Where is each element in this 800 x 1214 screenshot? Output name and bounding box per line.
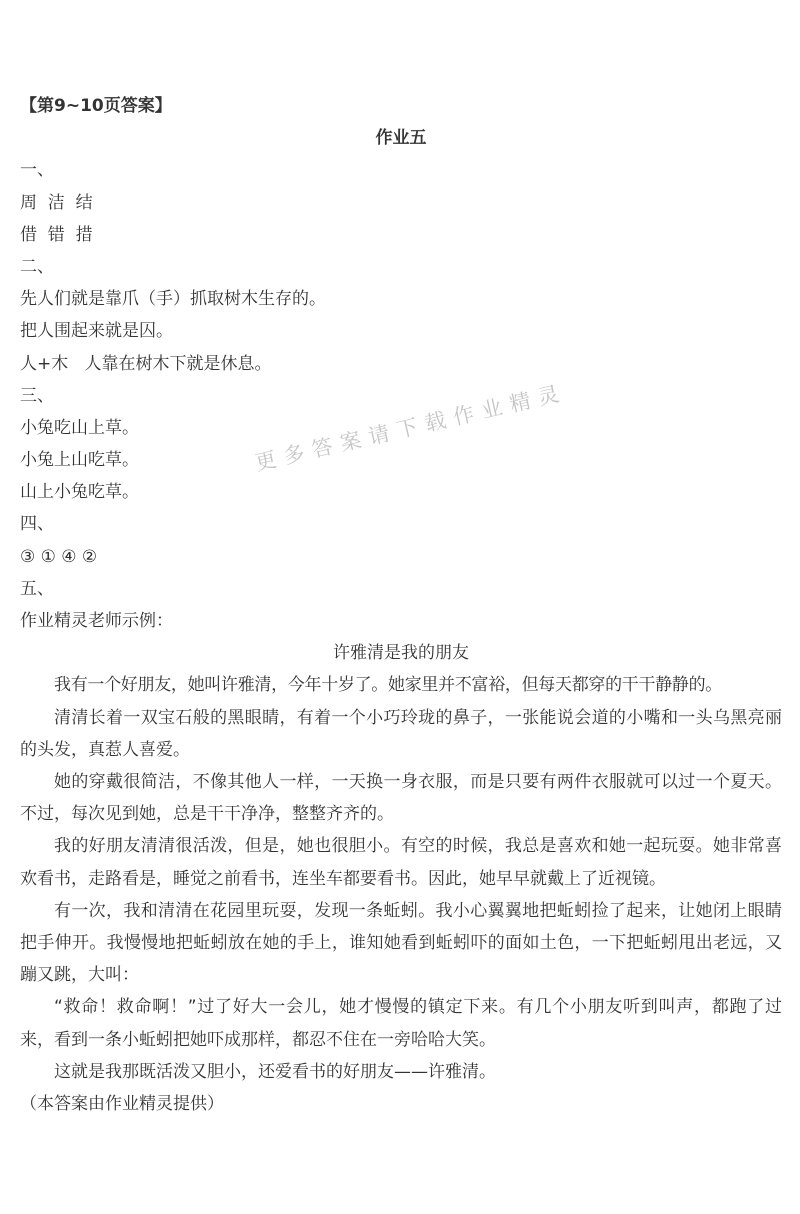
section-5-intro: 作业精灵老师示例： xyxy=(20,611,173,631)
watermark-text: 更多答案请下载作业精灵 xyxy=(252,380,570,476)
section-3-line-1: 小兔吃山上草。 xyxy=(20,417,139,438)
section-2-line-1: 先人们就是靠爪（手）抓取树木生存的。 xyxy=(20,289,326,310)
section-3-line-3: 山上小兔吃草。 xyxy=(20,482,139,503)
section-4-label: 四、 xyxy=(20,514,54,535)
essay-paragraph-1: 我有一个好朋友，她叫许雅清，今年十岁了。她家里并不富裕，但每天都穿的干干静静的。 xyxy=(54,675,722,696)
section-4-answer: ③ ① ④ ② xyxy=(20,546,98,567)
section-1-label: 一、 xyxy=(20,160,54,181)
section-5-label: 五、 xyxy=(20,578,54,599)
page-footer: （本答案由作业精灵提供） xyxy=(20,1094,224,1115)
answer-page xyxy=(20,90,782,1120)
essay-paragraph-3: 她的穿戴很简洁，不像其他人一样，一天换一身衣服，而是只要有两件衣服就可以过一个夏天。不过，每次见到她，总是干干净净，整整齐齐的。 xyxy=(20,771,782,825)
page-title: 作业五 xyxy=(375,128,427,149)
section-2-line-2: 把人围起来就是囚。 xyxy=(20,321,173,342)
section-2-label: 二、 xyxy=(20,256,54,277)
essay-paragraph-6: “救命！救命啊！”过了好大一会儿，她才慢慢的镇定下来。有几个小朋友听到叫声，都跑了过来，看到一条小蚯蚓把她吓成那样，都忍不住在一旁哈哈大笑。 xyxy=(20,997,782,1050)
section-2-line-3: 人+木 人靠在树木下就是休息。 xyxy=(20,353,272,374)
section-1-row-1: 周 洁 结 xyxy=(20,192,93,213)
essay-title: 许雅清是我的朋友 xyxy=(333,643,469,664)
essay-paragraph-2: 清清长着一双宝石般的黑眼睛，有着一个小巧玲珑的鼻子，一张能说会道的小嘴和一头乌黑亮丽的头发，真惹人喜爱。 xyxy=(20,707,782,760)
essay-paragraph-5: 有一次，我和清清在花园里玩耍，发现一条蚯蚓。我小心翼翼地把蚯蚓捡了起来，让她闭上眼睛把手伸开。我慢慢地把蚯蚓放在她的手上，谁知她看到蚯蚓吓的面如土色，一下把蚯蚓甩出老远，又蹦又跳，大叫： xyxy=(20,900,782,986)
section-3-label: 三、 xyxy=(20,385,54,406)
section-1-row-2: 借 错 措 xyxy=(20,224,93,245)
section-3-line-2: 小兔上山吃草。 xyxy=(20,450,139,471)
page-header: 【第9~10页答案】 xyxy=(20,96,172,116)
essay-paragraph-4: 我的好朋友清清很活泼，但是，她也很胆小。有空的时候，我总是喜欢和她一起玩耍。她非常喜欢看书，走路看是，睡觉之前看书，连坐车都要看书。因此，她早早就戴上了近视镜。 xyxy=(20,836,782,889)
essay-paragraph-7: 这就是我那既活泼又胆小，还爱看书的好朋友——许雅清。 xyxy=(54,1061,496,1082)
